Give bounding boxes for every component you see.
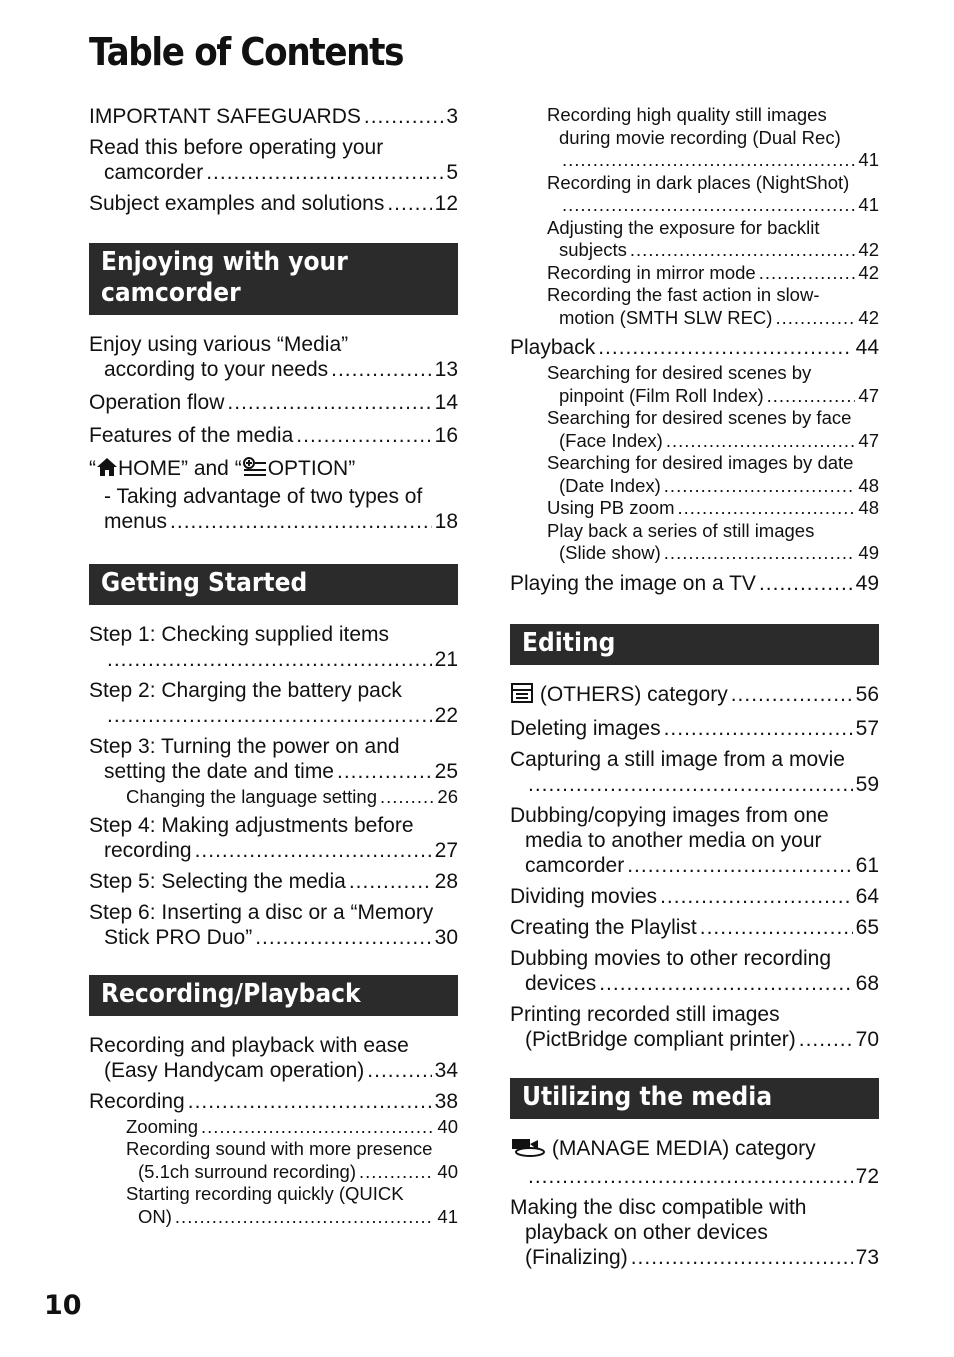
manage-media-icon (510, 1136, 546, 1164)
toc-entry[interactable]: Step 2: Charging the battery pack ..... 22 (89, 678, 458, 728)
section-heading-getting-started: Getting Started (89, 564, 458, 605)
others-category-icon (510, 682, 534, 710)
toc-entry[interactable]: Step 3: Turning the power on and setting the date and time ..... 25 (89, 734, 458, 784)
toc-right-column (510, 104, 879, 1276)
toc-entry[interactable]: IMPORTANT SAFEGUARDS ..... 3 (89, 104, 458, 129)
toc-entry[interactable]: Step 1: Checking supplied items ..... 21 (89, 622, 458, 672)
toc-entry[interactable]: Step 4: Making adjustments before recording ..... 27 (89, 813, 458, 863)
option-icon (242, 456, 268, 484)
toc-subentry[interactable]: Zooming ..... 40 (89, 1116, 458, 1139)
section-heading-utilizing-media: Utilizing the media (510, 1078, 879, 1119)
toc-subentry[interactable]: Recording high quality still images during movie recording (Dual Rec) ..... 41 (510, 104, 879, 172)
toc-subentry[interactable]: Searching for desired scenes by face (Face Index) ..... 47 (510, 407, 879, 452)
toc-subentry[interactable]: Play back a series of still images (Slide show) ..... 49 (510, 520, 879, 565)
toc-entry[interactable]: Creating the Playlist ..... 65 (510, 915, 879, 940)
toc-entry[interactable]: Deleting images ..... 57 (510, 716, 879, 741)
toc-entry[interactable]: (MANAGE MEDIA) category ..... 72 (510, 1136, 879, 1189)
section-heading-enjoying: Enjoying with your camcorder (89, 243, 458, 315)
toc-entry[interactable]: Step 5: Selecting the media ..... 28 (89, 869, 458, 894)
toc-entry[interactable]: Playing the image on a TV ..... 49 (510, 571, 879, 596)
toc-entry[interactable]: “ HOME” and “ OPTION” - Taking advantage of two types of menus ..... 18 (89, 456, 458, 534)
toc-entry[interactable]: Dividing movies ..... 64 (510, 884, 879, 909)
page-number: 10 (44, 1290, 82, 1321)
toc-subentry[interactable]: Adjusting the exposure for backlit subjects ..... 42 (510, 217, 879, 262)
toc-subentry[interactable]: Searching for desired scenes by pinpoint (Film Roll Index) ..... 47 (510, 362, 879, 407)
toc-entry[interactable]: Making the disc compatible with playback on other devices (Finalizing) ..... 73 (510, 1195, 879, 1270)
toc-subentry[interactable]: Recording sound with more presence (5.1ch surround recording) ..... 40 (89, 1138, 458, 1183)
toc-entry[interactable]: Dubbing/copying images from one media to another media on your camcorder ..... 61 (510, 803, 879, 878)
section-heading-editing: Editing (510, 624, 879, 665)
toc-entry[interactable]: Read this before operating your camcorder ..... 5 (89, 135, 458, 185)
toc-subentry[interactable]: Recording in dark places (NightShot) ..... 41 (510, 172, 879, 217)
toc-entry[interactable]: Features of the media ..... 16 (89, 423, 458, 448)
toc-entry[interactable]: Enjoy using various “Media” according to your needs ..... 13 (89, 332, 458, 382)
toc-subentry[interactable]: Recording in mirror mode ..... 42 (510, 262, 879, 285)
toc-entry[interactable]: Capturing a still image from a movie ..... 59 (510, 747, 879, 797)
section-heading-recording-playback: Recording/Playback (89, 975, 458, 1016)
toc-subentry[interactable]: Recording the fast action in slow- motion (SMTH SLW REC) ..... 42 (510, 284, 879, 329)
home-icon (96, 456, 118, 484)
toc-subentry[interactable]: Changing the language setting ..... 26 (89, 786, 458, 809)
toc-subentry[interactable]: Using PB zoom ..... 48 (510, 497, 879, 520)
toc-subentry[interactable]: Starting recording quickly (QUICK ON) ..... 41 (89, 1183, 458, 1228)
toc-entry[interactable]: (OTHERS) category ..... 56 (510, 682, 879, 710)
toc-subentry[interactable]: Searching for desired images by date (Date Index) ..... 48 (510, 452, 879, 497)
toc-entry[interactable]: Recording ..... 38 (89, 1089, 458, 1114)
toc-entry[interactable]: Playback ..... 44 (510, 335, 879, 360)
toc-entry[interactable]: Step 6: Inserting a disc or a “Memory Stick PRO Duo” ..... 30 (89, 900, 458, 950)
toc-entry[interactable]: Subject examples and solutions ..... 12 (89, 191, 458, 216)
toc-left-column (89, 104, 458, 1228)
toc-entry[interactable]: Operation flow ..... 14 (89, 390, 458, 415)
toc-entry[interactable]: Printing recorded still images (PictBridge compliant printer) ..... 70 (510, 1002, 879, 1052)
toc-entry[interactable]: Dubbing movies to other recording devices ..... 68 (510, 946, 879, 996)
page-title: Table of Contents (89, 30, 404, 74)
toc-entry[interactable]: Recording and playback with ease (Easy Handycam operation) ..... 34 (89, 1033, 458, 1083)
